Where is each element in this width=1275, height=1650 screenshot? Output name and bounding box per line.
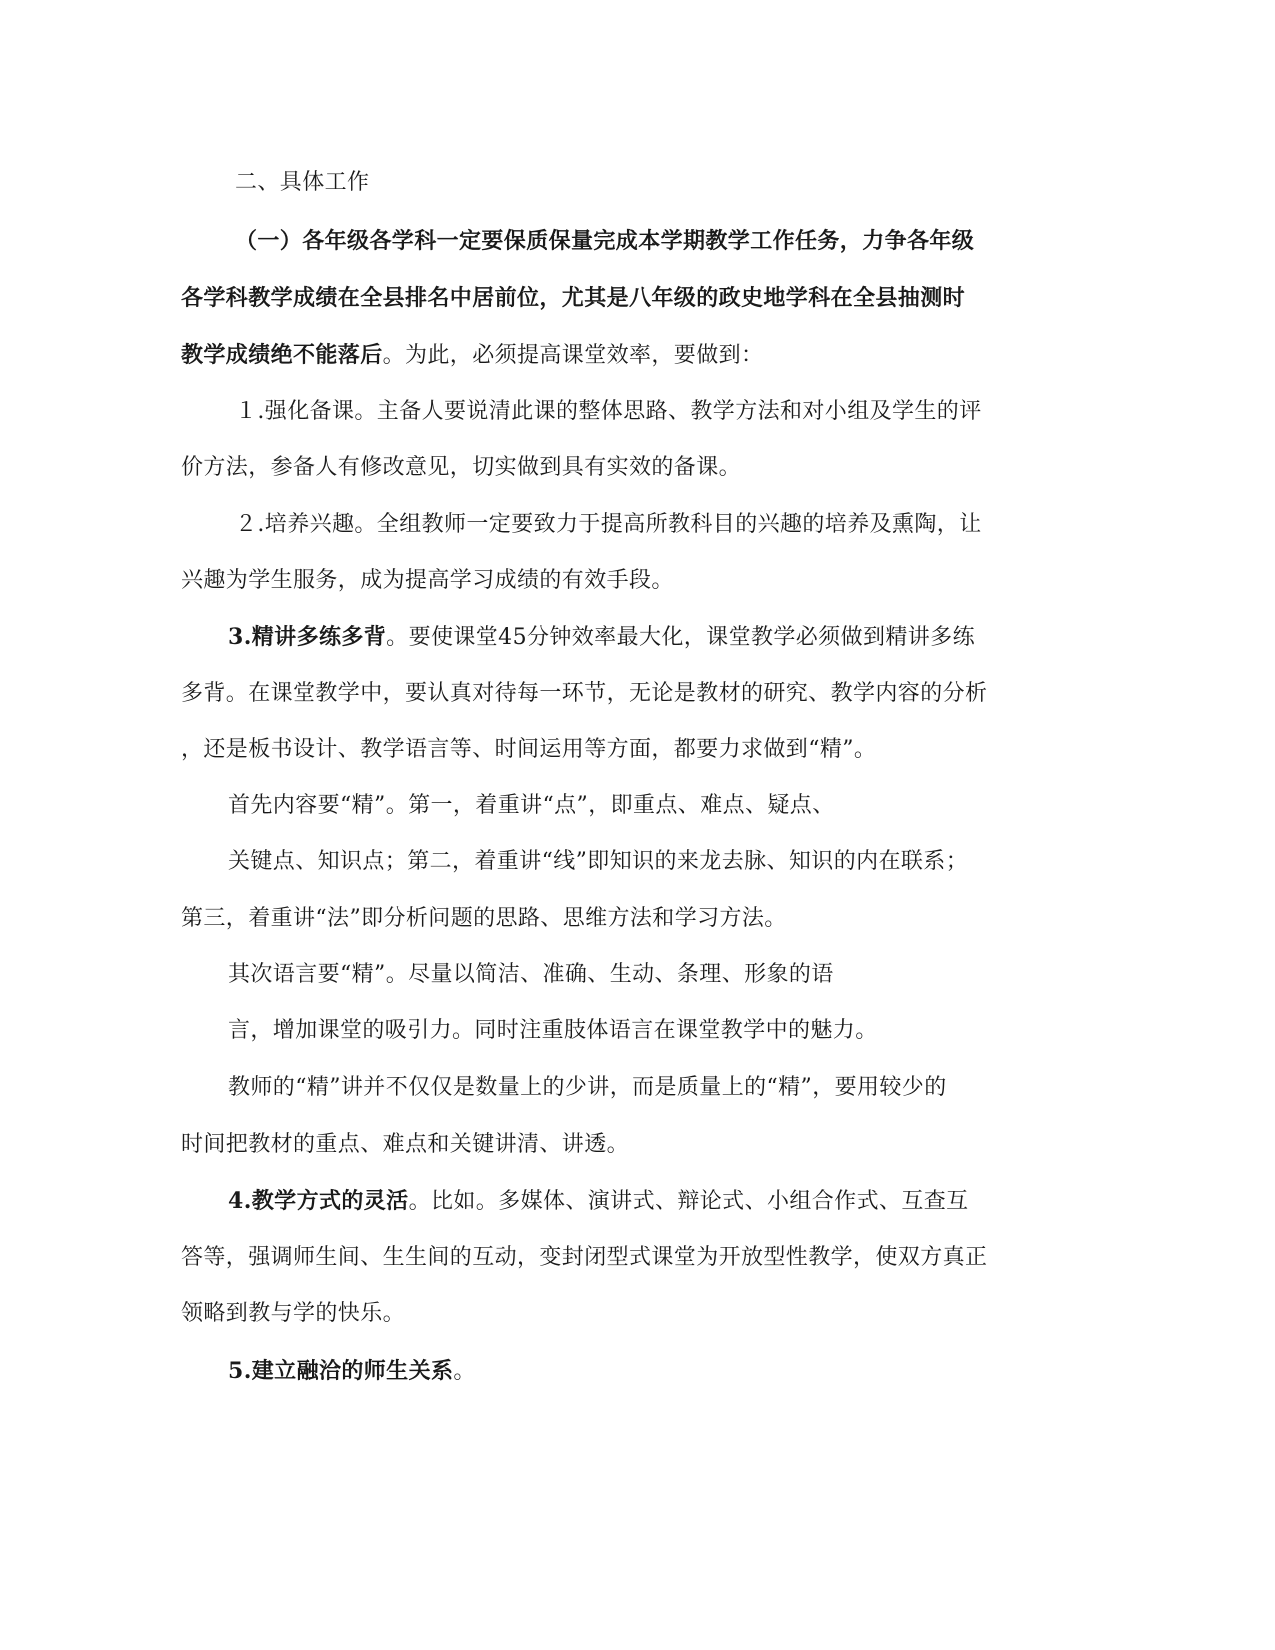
- item5-line: [228, 1356, 476, 1387]
- para1-line3-rest: 。为此，必须提高课堂效率，要做到：: [382, 343, 764, 368]
- language-line2: 言，增加课堂的吸引力。同时注重肢体语言在课堂教学中的魅力。: [228, 1018, 878, 1043]
- para1-line3: [181, 340, 763, 371]
- item4-line1: [228, 1186, 969, 1217]
- item5-title: 5.建立融洽的师生关系: [228, 1358, 454, 1384]
- teacher-line1: 教师的“精”讲并不仅仅是数量上的少讲，而是质量上的“精”，要用较少的: [228, 1075, 947, 1100]
- content-line3: 第三，着重讲“法”即分析问题的思路、思维方法和学习方法。: [181, 906, 787, 931]
- item4-line3: 领略到教与学的快乐。: [181, 1301, 406, 1326]
- item1-line1: １.强化备课。主备人要说清此课的整体思路、教学方法和对小组及学生的评: [235, 399, 982, 424]
- item3-line2: 多背。在课堂教学中，要认真对待每一环节，无论是教材的研究、教学内容的分析: [181, 681, 988, 706]
- item2-line1: ２.培养兴趣。全组教师一定要致力于提高所教科目的兴趣的培养及熏陶，让: [235, 512, 982, 537]
- item3-title: 3.精讲多练多背: [228, 624, 387, 650]
- item3-line1-rest: 。要使课堂45分钟效率最大化，课堂教学必须做到精讲多练: [386, 625, 975, 650]
- item4-line2: 答等，强调师生间、生生间的互动，变封闭型式课堂为开放型性教学，使双方真正: [181, 1245, 988, 1270]
- para1-line3-bold: 教学成绩绝不能落后: [181, 342, 383, 368]
- item4-line1-rest: 。比如。多媒体、演讲式、辩论式、小组合作式、互查互: [408, 1189, 969, 1214]
- language-line1: 其次语言要“精”。尽量以简洁、准确、生动、条理、形象的语: [228, 962, 834, 987]
- item3-line3: ，还是板书设计、教学语言等、时间运用等方面，都要力求做到“精”。: [181, 737, 877, 762]
- teacher-line2: 时间把教材的重点、难点和关键讲清、讲透。: [181, 1132, 630, 1157]
- content-line2: 关键点、知识点；第二，着重讲“线”即知识的来龙去脉、知识的内在联系；: [228, 849, 969, 874]
- para1-line1: （一）各年级各学科一定要保质保量完成本学期教学工作任务，力争各年级: [235, 228, 975, 254]
- item2-line2: 兴趣为学生服务，成为提高学习成绩的有效手段。: [181, 568, 674, 593]
- item5-end: 。: [453, 1359, 476, 1384]
- section-heading: 二、具体工作: [235, 170, 370, 195]
- content-line1: 首先内容要“精”。第一，着重讲“点”，即重点、难点、疑点、: [228, 793, 835, 818]
- para1-line2: 各学科教学成绩在全县排名中居前位，尤其是八年级的政史地学科在全县抽测时: [181, 285, 966, 311]
- item4-title: 4.教学方式的灵活: [228, 1188, 409, 1214]
- item1-line2: 价方法，参备人有修改意见，切实做到具有实效的备课。: [181, 455, 742, 480]
- item3-line1: [228, 622, 975, 653]
